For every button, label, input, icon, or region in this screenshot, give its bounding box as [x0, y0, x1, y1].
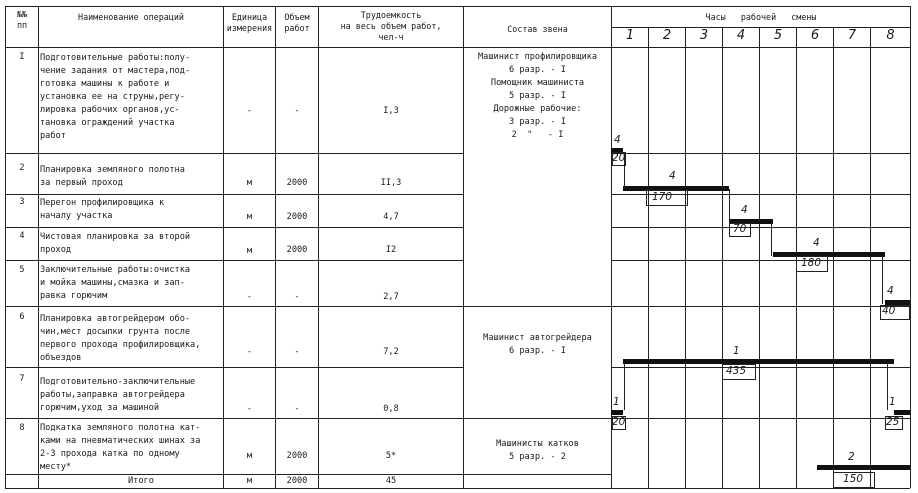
row-8-volume: 2000: [286, 451, 308, 461]
row-5-volume: -: [294, 292, 300, 302]
table-top-border: [5, 6, 910, 7]
gantt-time-op-1: 20: [612, 152, 626, 164]
gantt-time-op-8: 150: [843, 473, 864, 485]
row-5-operation: Заключительные работы:очистка и мойка машины,смазка и зап- равка горючим: [40, 265, 191, 301]
gantt-time-op-3: 70: [733, 223, 747, 235]
gantt-workers-op-7-prep: 1: [613, 396, 620, 408]
row-7-volume: -: [294, 404, 300, 414]
row-2-unit: м: [246, 178, 253, 188]
row-8-crew: Машинисты катков 5 разр. - 2: [496, 439, 579, 462]
row-1-crew: Машинист профилировщика 6 разр. - I Помощник машиниста 5 разр. - I Дорожные рабочие: 3 разр. - I 2 " - I: [478, 52, 597, 140]
header-volume: Объем работ: [284, 12, 310, 33]
hour-label-8: 8: [886, 28, 895, 43]
gantt-connector: [624, 363, 625, 410]
row-3-unit: м: [246, 212, 253, 222]
row-8-number: 8: [19, 423, 25, 433]
gantt-bar-op-8: [817, 465, 910, 470]
hour-label-2: 2: [662, 28, 672, 43]
gantt-time-op-5: 40: [882, 305, 896, 317]
row-2-volume: 2000: [286, 178, 308, 188]
gantt-workers-op-4: 4: [813, 237, 820, 249]
row-3-volume: 2000: [286, 212, 308, 222]
gantt-workers-op-1: 4: [614, 134, 621, 146]
gantt-row-separator: [611, 306, 910, 307]
row-separator: [5, 367, 463, 368]
row-1-labor: I,3: [383, 106, 399, 116]
row-7-number: 7: [19, 374, 25, 384]
row-4-operation: Чистовая планировка за второй проход: [40, 232, 191, 255]
row-separator: [5, 194, 463, 195]
row-8-operation: Подкатка земляного полотна кат- ками на пневматических шинах за 2-3 прохода катка по одному месту*: [40, 423, 201, 472]
gantt-bar-op-4: [773, 252, 885, 257]
row-6-unit: -: [246, 347, 253, 357]
row-4-unit: м: [246, 246, 253, 256]
row-3-number: 3: [19, 197, 25, 207]
total-labor: 45: [385, 476, 397, 486]
hour-label-1: 1: [625, 28, 635, 43]
col-border: [38, 6, 39, 488]
row-3-operation: Перегон профилировщика к началу участка: [40, 198, 165, 221]
row-6-labor: 7,2: [383, 347, 399, 357]
header-labor: Трудоемкость на весь объем работ, чел-ч: [340, 10, 442, 42]
row-2-operation: Планировка земляного полотна за первый проход: [40, 165, 185, 188]
gantt-row-separator: [611, 260, 910, 261]
hour-label-3: 3: [699, 28, 709, 43]
gantt-time-op-7-prep: 20: [612, 416, 626, 428]
gantt-row-separator: [611, 153, 910, 154]
gantt-connector: [882, 256, 883, 304]
row-6-volume: -: [294, 347, 300, 357]
row-3-labor: 4,7: [383, 212, 399, 222]
row-separator: [5, 260, 463, 261]
gantt-bar-op-7b: [894, 410, 910, 415]
gantt-time-op-7-final: 25: [886, 416, 900, 428]
total-volume: 2000: [286, 476, 308, 486]
hour-label-7: 7: [847, 28, 857, 43]
row-8-labor: 5*: [385, 451, 397, 461]
gantt-workers-op-3: 4: [741, 204, 748, 216]
row-1-number: I: [19, 52, 25, 62]
hour-label-4: 4: [736, 28, 746, 43]
row-6-crew: Машинист автогрейдера 6 разр. - I: [483, 333, 592, 356]
row-1-operation: Подготовительные работы:полу- чение задания от мастера,под- готовка машины к работе и установка ее на струны,регу- лировка рабочих органов,ус- тановка ограждений участка работ: [40, 53, 191, 141]
gantt-connector: [729, 189, 730, 223]
row-8-unit: м: [246, 451, 253, 461]
row-5-unit: -: [246, 292, 253, 302]
hours-subheader-line: [611, 27, 910, 28]
gantt-time-op-6: 435: [726, 365, 747, 377]
gantt-time-op-4: 180: [801, 257, 822, 269]
gantt-bar-op-6: [623, 359, 894, 364]
row-5-number: 5: [19, 265, 25, 275]
hour-label-5: 5: [773, 28, 783, 43]
gantt-time-op-2: 170: [652, 191, 673, 203]
row-7-operation: Подготовительно-заключительные работы,заправка автогрейдера горючим,уход за машиной: [40, 377, 196, 413]
gantt-workers-op-5: 4: [887, 285, 894, 297]
gantt-workers-op-8: 2: [848, 451, 855, 463]
table-bottom-border: [5, 488, 910, 489]
gantt-row-separator: [611, 418, 910, 419]
row-6-number: 6: [19, 312, 25, 322]
row-4-labor: I2: [385, 245, 397, 255]
row-separator: [5, 227, 463, 228]
header-unit: Единица измерения: [226, 12, 273, 33]
gantt-bar-op-7a: [611, 410, 623, 415]
hour-label-6: 6: [810, 28, 820, 43]
gantt-row-separator: [611, 227, 910, 228]
gantt-workers-op-2: 4: [669, 170, 676, 182]
gantt-row-separator: [611, 367, 910, 368]
row-4-number: 4: [19, 231, 25, 241]
header-crew: Состав звена: [507, 24, 568, 34]
header-hours-title: Часы рабочей смены: [705, 12, 817, 22]
total-label: Итого: [128, 476, 154, 486]
row-5-labor: 2,7: [383, 292, 399, 302]
gantt-connector: [887, 363, 888, 410]
row-2-number: 2: [19, 163, 25, 173]
row-1-volume: -: [294, 106, 300, 116]
row-separator: [5, 418, 611, 419]
row-2-labor: II,3: [380, 178, 402, 188]
gantt-workers-op-6: 1: [733, 345, 740, 357]
row-separator: [5, 306, 611, 307]
row-7-unit: -: [246, 404, 253, 414]
gantt-workers-op-7-final: 1: [889, 396, 896, 408]
row-1-unit: -: [246, 106, 253, 116]
header-operation: Наименование операций: [78, 12, 184, 22]
row-separator: [5, 153, 463, 154]
col-border: [5, 6, 6, 488]
gantt-connector: [771, 222, 772, 256]
row-6-operation: Планировка автогрейдером обо- чин,мест досыпки грунта после первого прохода профилировщика, объездов: [40, 314, 201, 363]
header-number: №№ пп: [16, 9, 28, 30]
col-border: [910, 6, 911, 488]
row-7-labor: 0,8: [383, 404, 399, 414]
header-bottom-border: [5, 47, 910, 48]
total-unit: м: [246, 476, 253, 486]
row-4-volume: 2000: [286, 245, 308, 255]
